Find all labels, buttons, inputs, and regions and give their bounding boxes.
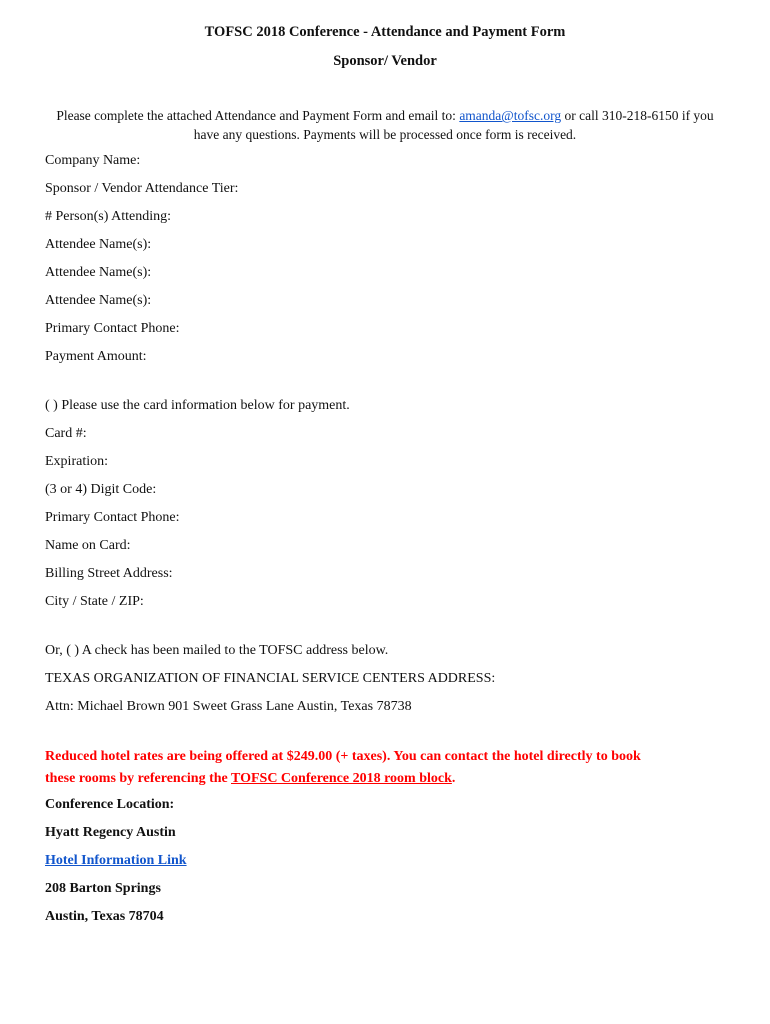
field-expiration: Expiration: [45, 454, 108, 469]
check-payment-option: Or, ( ) A check has been mailed to the TOFSC address below. [45, 643, 389, 658]
field-attendee-name-2: Attendee Name(s): [45, 265, 152, 280]
field-persons-attending: # Person(s) Attending: [45, 209, 171, 224]
hotel-street: 208 Barton Springs [45, 881, 161, 896]
intro-text-line2: have any questions. Payments will be processed once form is received. [193, 127, 577, 142]
field-name-on-card: Name on Card: [45, 538, 131, 553]
room-block-link[interactable]: TOFSC Conference 2018 room block [231, 771, 452, 786]
hotel-information-link[interactable]: Hotel Information Link [45, 853, 187, 868]
intro-text: Please complete the attached Attendance and Payment Form and email to: [56, 108, 460, 123]
card-payment-option: ( ) Please use the card information below for payment. [45, 398, 350, 413]
hotel-rate-notice [45, 746, 725, 790]
intro-paragraph [45, 106, 725, 144]
field-card-contact-phone: Primary Contact Phone: [45, 510, 180, 525]
hotel-rate-period: . [451, 771, 456, 786]
field-primary-contact-phone: Primary Contact Phone: [45, 321, 180, 336]
page-title: TOFSC 2018 Conference - Attendance and Payment Form [204, 24, 566, 40]
hotel-city: Austin, Texas 78704 [45, 909, 164, 924]
hotel-info-link-row [45, 853, 187, 869]
field-attendance-tier: Sponsor / Vendor Attendance Tier: [45, 181, 239, 196]
field-company-name: Company Name: [45, 153, 141, 168]
hotel-rate-line1: Reduced hotel rates are being offered at $249.00 (+ taxes). You can contact the hotel directly to book [45, 749, 641, 764]
hotel-name: Hyatt Regency Austin [45, 825, 176, 840]
field-card-number: Card #: [45, 426, 87, 441]
field-digit-code: (3 or 4) Digit Code: [45, 482, 157, 497]
conference-location-heading: Conference Location: [45, 797, 175, 812]
mailing-address: Attn: Michael Brown 901 Sweet Grass Lane Austin, Texas 78738 [45, 699, 412, 714]
field-payment-amount: Payment Amount: [45, 349, 147, 364]
page-subtitle: Sponsor/ Vendor [333, 53, 437, 69]
field-attendee-name-1: Attendee Name(s): [45, 237, 152, 252]
field-city-state-zip: City / State / ZIP: [45, 594, 144, 609]
field-billing-street: Billing Street Address: [45, 566, 173, 581]
field-attendee-name-3: Attendee Name(s): [45, 293, 152, 308]
hotel-rate-line2: these rooms by referencing the [45, 771, 231, 786]
email-link[interactable]: amanda@tofsc.org [459, 108, 562, 123]
address-heading: TEXAS ORGANIZATION OF FINANCIAL SERVICE CENTERS ADDRESS: [45, 671, 496, 686]
intro-text-phone: or call 310-218-6150 if you [561, 108, 714, 123]
